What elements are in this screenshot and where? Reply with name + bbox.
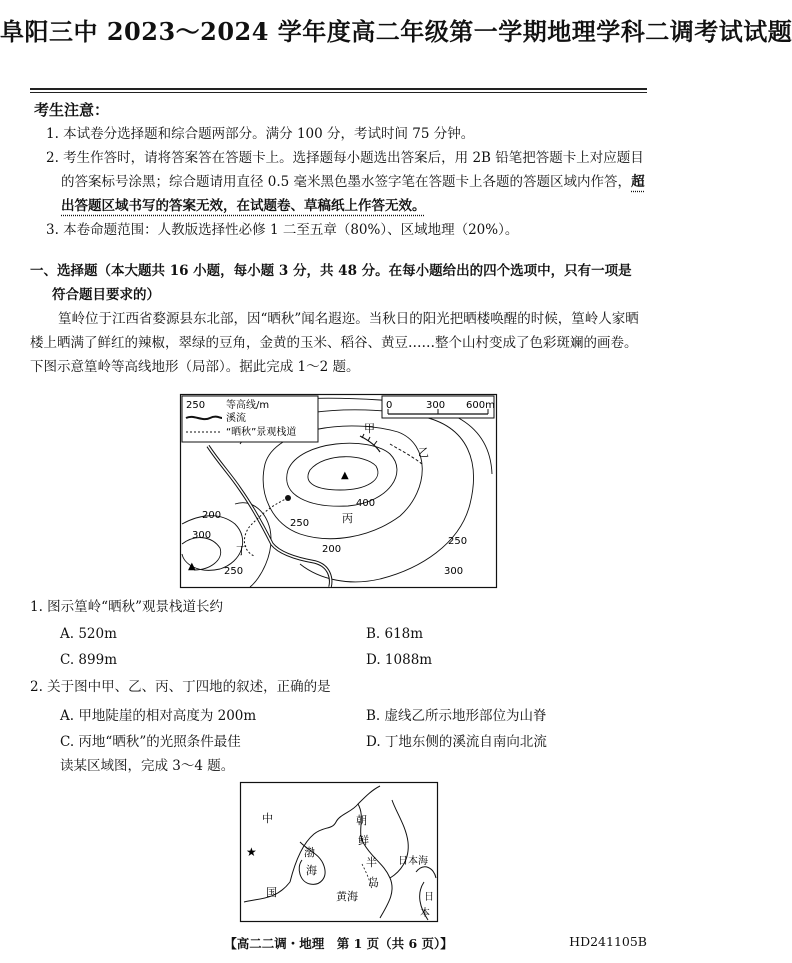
q2-option-c: C. 丙地“晒秋”的光照条件最佳 <box>60 734 241 750</box>
label-ri: 日 <box>424 892 434 903</box>
footer-page-info: 【高二二调・地理 第 1 页（共 6 页）】 <box>224 936 453 951</box>
contour-label: 200 <box>322 544 342 555</box>
label-zhong: 中 <box>262 812 273 825</box>
section-choice <box>30 259 650 379</box>
label-hai: 海 <box>306 864 317 877</box>
title-rule-thin <box>30 92 647 93</box>
label-guo: 国 <box>266 886 277 899</box>
q2-option-b: B. 虚线乙所示地形部位为山脊 <box>366 708 547 724</box>
label-sea-of-japan: 日本海 <box>398 856 428 867</box>
legend-contour-sample: 250 <box>186 400 206 411</box>
legend-contour-label: 等高线/m <box>226 400 270 411</box>
label-dao: 岛 <box>368 876 379 889</box>
label-ben: 本 <box>420 908 430 919</box>
contour-label: 250 <box>224 566 244 577</box>
label-bo: 渤 <box>304 846 315 859</box>
title-rule <box>30 88 647 90</box>
intro-q3-4: 读某区域图，完成 3～4 题。 <box>60 758 235 774</box>
contour-label: 300 <box>444 566 464 577</box>
peak-icon: ▲ <box>188 561 196 572</box>
peak-icon: ▲ <box>341 470 349 481</box>
q1-option-a: A. 520m <box>60 626 117 642</box>
legend-trail-label: “晒秋”景观栈道 <box>226 427 297 438</box>
region-map <box>240 782 438 922</box>
q1-option-d: D. 1088m <box>366 652 433 668</box>
scale-label-300: 300 <box>426 400 446 411</box>
q2-option-d: D. 丁地东侧的溪流自南向北流 <box>366 734 547 750</box>
notice-item-3: 3. 本卷命题范围：人教版选择性必修 1 二至五章（80%）、区域地理（20%）。 <box>46 222 519 238</box>
label-huanghai: 黄海 <box>336 890 358 903</box>
q1-option-b: B. 618m <box>366 626 424 642</box>
exam-title: 阜阳三中 2023～2024 学年度高二年级第一学期地理学科二调考试试题 <box>0 17 792 46</box>
label-xian: 鲜 <box>358 834 369 847</box>
scale-label-0: 0 <box>386 400 393 411</box>
notice-item-2-emphasis: 超出答题区域书写的答案无效，在试题卷、草稿纸上作答无效。 <box>61 174 645 214</box>
contour-label: 200 <box>202 510 222 521</box>
notice-item-1: 1. 本试卷分选择题和综合题两部分。满分 100 分，考试时间 75 分钟。 <box>46 126 475 142</box>
legend-stream-label: 溪流 <box>226 413 246 424</box>
contour-label: 250 <box>448 536 468 547</box>
section-heading: 一、选择题（本大题共 16 小题，每小题 3 分，共 48 分。在每小题给出的四个选项中，只有一项是 <box>30 263 632 279</box>
contour-label: 300 <box>192 530 212 541</box>
question-1-stem: 1. 图示篁岭“晒秋”观景栈道长约 <box>30 599 223 615</box>
point-jia: 甲 <box>364 422 375 435</box>
contour-label: 400 <box>356 498 376 509</box>
q2-option-a: A. 甲地陡崖的相对高度为 200m <box>60 708 257 724</box>
point-bing: 丙 <box>342 512 353 525</box>
label-ban: 半 <box>366 856 377 869</box>
scale-label-600: 600m <box>466 400 495 411</box>
point-ding: 丁 <box>236 544 247 557</box>
exam-notice <box>34 98 654 242</box>
notice-item-2 <box>34 146 654 218</box>
footer-code: HD241105B <box>569 934 647 949</box>
contour-label: 250 <box>290 518 310 529</box>
q1-option-c: C. 899m <box>60 652 117 668</box>
section-heading-cont: 符合题目要求的） <box>52 287 160 303</box>
passage: 篁岭位于江西省婺源县东北部，因“晒秋”闻名遐迩。当秋日的阳光把晒楼唤醒的时候，篁岭人家晒楼上晒满了鲜红的辣椒，翠绿的豆角，金黄的玉米、稻谷、黄豆……整个山村变成了色彩斑斓的画卷。下图示意篁岭等高线地形（局部）。据此完成 1～2 题。 <box>30 311 639 375</box>
question-2-stem: 2. 关于图中甲、乙、丙、丁四地的叙述，正确的是 <box>30 679 331 695</box>
contour-map <box>180 394 497 588</box>
point-yi: 乙 <box>418 446 429 459</box>
star-icon: ★ <box>246 845 257 859</box>
notice-heading: 考生注意： <box>34 101 110 119</box>
label-chao: 朝 <box>356 814 367 827</box>
notice-item-2-text: 2. 考生作答时，请将答案答在答题卡上。选择题每小题选出答案后，用 2B 铅笔把答题卡上对应题目的答案标号涂黑；综合题请用直径 0.5 毫米黑色墨水签字笔在答题卡上各题的答题区域内作答， <box>46 150 644 190</box>
